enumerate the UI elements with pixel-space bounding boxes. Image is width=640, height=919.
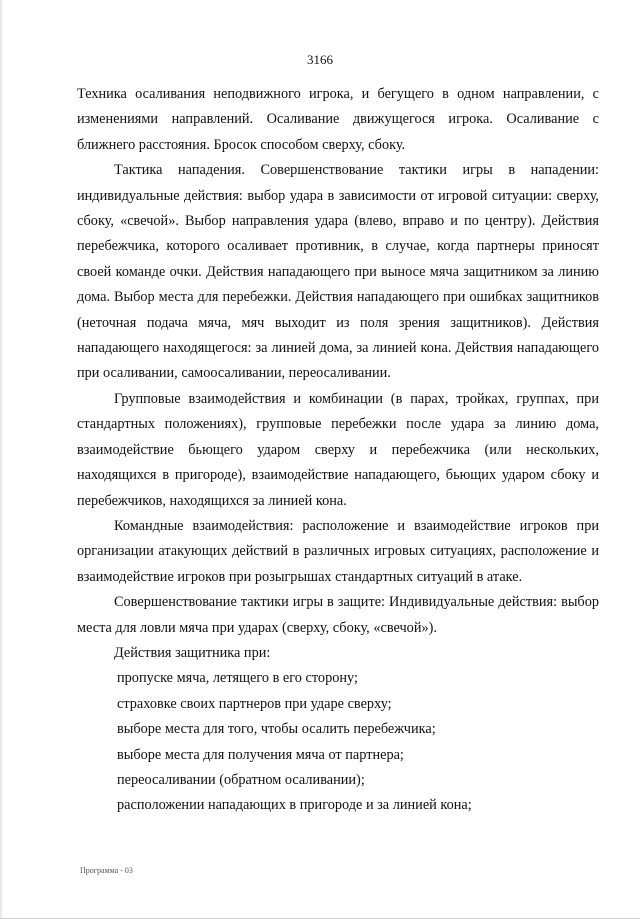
list-item: выборе места для получения мяча от партнера; [117,746,404,763]
page-number: 3166 [307,52,333,67]
defender-actions-list [77,666,599,818]
list-item: пропуске мяча, летящего в его сторону; [117,670,358,687]
paragraph-defense-tactics: Совершенствование тактики игры в защите: Индивидуальные действия: выбор места для ловли мяча при ударах (сверху, сбоку, «свечой»). [77,594,599,636]
paragraph-group-interactions: Групповые взаимодействия и комбинации (в парах, тройках, группах, при стандартных положениях), групповые перебежки после удара за линию дома, взаимодействие бьющего ударом сверху и перебежчика (или нескольких, находящихся в пригороде), взаимодействие нападающего, бьющих ударом сбоку и перебежчиков, находящихся за линией кона. [77,390,599,509]
list-item: переосаливании (обратном осаливании); [117,771,365,788]
list-item: страховке своих партнеров при ударе сверху; [117,695,392,712]
list-item: выборе места для того, чтобы осалить перебежчика; [117,721,436,738]
paragraph-team-interactions: Командные взаимодействия: расположение и взаимодействие игроков при организации атакующих действий в различных игровых ситуациях, расположение и взаимодействие игроков при розыгрышах стандартных ситуаций в атаке. [77,517,599,585]
list-item: расположении нападающих в пригороде и за линией кона; [117,797,472,814]
scan-left-edge [0,0,2,919]
paragraph-defender-actions: Действия защитника при: [114,644,271,661]
paragraph-technique: Техника осаливания неподвижного игрока, и бегущего в одном направлении, с изменениями направлений. Осаливание движущегося игрока. Осаливание с ближнего расстояния. Бросок способом сверху, сбоку. [77,86,599,153]
page-footer: Программа - 03 [80,866,133,875]
paragraph-attack-tactics: Тактика нападения. Совершенствование тактики игры в нападении: индивидуальные действия: выбор удара в зависимости от игровой ситуации: сверху, сбоку, «свечой». Выбор направления удара (влево, вправо и по центру). Действия перебежчика, которого осаливает противник, в случае, когда партнеры приносят своей команде очки. Действия нападающего при выносе мяча защитником за линию дома. Выбор места для перебежки. Действия нападающего при ошибках защитников (неточная подача мяча, мяч выходит из поля зрения защитников). Действия нападающего находящегося: за линией дома, за линией кона. Действия нападающего при осаливании, самоосаливании, переосаливании. [77,162,599,382]
document-body [77,82,599,819]
